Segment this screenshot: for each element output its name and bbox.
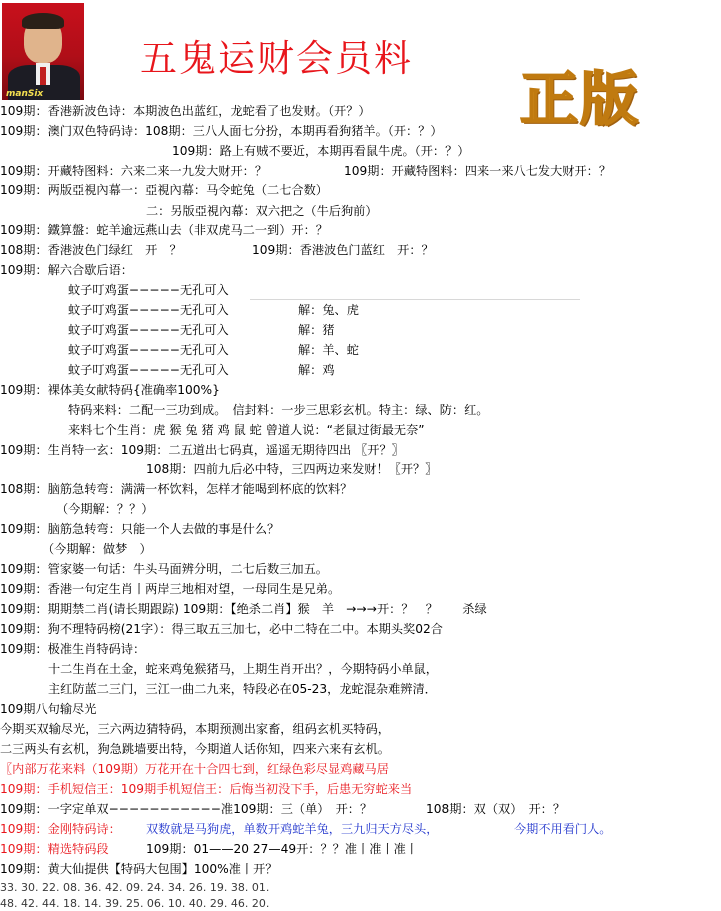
number-list: 33. 30. 22. 08. 36. 42. 09. 24. 34. 26. 19. 38. 01. xyxy=(0,881,270,894)
text-line: 蚊子叮鸡蛋−−−−−无孔可入 xyxy=(68,343,229,357)
number-list: 48. 42. 44. 18. 14. 39. 25. 06. 10. 40. 29. 46. 20. xyxy=(0,897,270,910)
text-line: 109期：开藏特图料：六来二来一九发大财开：？ xyxy=(0,164,268,178)
text-line-blue: 双数就是马狗虎，单数开鸡蛇羊兔，三九归天方尽头， xyxy=(146,822,439,836)
text-line: 108期：四前九后必中特，三四两边来发财！〖开？〗 xyxy=(146,462,438,476)
text-line: 109期：香港一句定生肖丨两岸三地相对望，一母同生是兄弟。 xyxy=(0,582,341,596)
text-line: 109期：澳门双色特码诗：108期：三八人面七分扮，本期再看狗猪羊。（开：？） xyxy=(0,124,443,138)
text-line: 109期：脑筋急转弯：只能一个人去做的事是什么？ xyxy=(0,522,280,536)
text-line: 蚊子叮鸡蛋−−−−−无孔可入 xyxy=(68,303,229,317)
text-line: （今期解：做梦 ） xyxy=(42,542,152,556)
text-line: 109期：狗不理特码榜(21字）：得三取五三加七，必中二特在二中。本期头奖02合 xyxy=(0,622,443,636)
text-line: 蚊子叮鸡蛋−−−−−无孔可入 xyxy=(68,283,229,297)
text-line: 108期：香港波色门绿红 开 ？ xyxy=(0,243,182,257)
text-line: 解：兔、虎 xyxy=(298,303,359,317)
text-line: 解：猪 xyxy=(298,323,335,337)
text-line: 109期：黄大仙提供【特码大包围】100%准丨开？ xyxy=(0,862,278,876)
portrait-watermark: manSix xyxy=(6,89,44,99)
text-line: 109期：香港波色门蓝红 开：？ xyxy=(252,243,434,257)
text-line-blue: 今期不用看门人。 xyxy=(514,822,612,836)
authentic-badge: 正版 xyxy=(520,65,641,133)
text-line-red: 109期：手机短信王：109期手机短信王：后悔当初没下手，后患无穷蛇来当 xyxy=(0,782,413,796)
text-line: 蚊子叮鸡蛋−−−−−无孔可入 xyxy=(68,323,229,337)
text-line: 109期：一字定单双−−−−−−−−−−−准109期：三（单） 开：？ xyxy=(0,802,373,816)
text-line: 二：另版亞視內幕：双六把之（牛后狗前） xyxy=(146,204,378,218)
text-line: 十二生肖在土金，蛇来鸡兔猴猪马，上期生肖开出？，今期特码小单鼠， xyxy=(48,662,438,676)
text-line: 109期：香港新波色诗：本期波色出蓝红，龙蛇看了也发财。（开？） xyxy=(0,104,371,118)
text-line: 109期：鐵算盤：蛇羊逾远燕山去（非双虎马二一到）开：？ xyxy=(0,223,328,237)
text-line: 109期：生肖特一玄：109期：二五道出七码真，遥遥无期待四出 〖开？〗 xyxy=(0,443,404,457)
text-line: （今期解：？？） xyxy=(56,502,154,516)
text-line-red: 109期：金刚特码诗： xyxy=(0,822,121,836)
text-line: 109期：两版亞視內幕一：亞視內幕：马令蛇兔（二七合数） xyxy=(0,183,328,197)
text-line: 解：羊、蛇 xyxy=(298,343,359,357)
text-line: 主红防蓝二三门，三江一曲二九来，特段必在05-23，龙蛇混杂难辨清． xyxy=(48,682,437,696)
text-line: 今期买双输尽光，三六两边猜特码，本期预测出家畜，组码玄机买特码， xyxy=(0,722,390,736)
text-line-red: 〖内部万花来料（109期）万花开在十合四七到，红绿色彩尽显鸡藏马居 xyxy=(0,762,389,776)
text-line: 109期八句输尽光 xyxy=(0,702,97,716)
text-line: 109期：开藏特图料：四来一来八七发大财开：？ xyxy=(344,164,612,178)
text-line: 109期：解六合歇后语： xyxy=(0,263,133,277)
text-line: 解：鸡 xyxy=(298,363,335,377)
text-line: 109期：极准生肖特码诗： xyxy=(0,642,146,656)
page-title: 五鬼运财会员料 xyxy=(140,37,413,80)
text-line: 特码来料：二配一三功到成。 信封料：一步三思彩玄机。特主：绿、防：红。 xyxy=(68,403,489,417)
text-line: 蚊子叮鸡蛋−−−−−无孔可入 xyxy=(68,363,229,377)
text-line: 109期：路上有贼不要近，本期再看鼠牛虎。（开：？） xyxy=(172,144,470,158)
text-line: 来料七个生肖：虎 猴 兔 猪 鸡 鼠 蛇 曾道人说：“老鼠过街最无奈” xyxy=(68,423,425,437)
text-line-red: 109期：精选特码段 xyxy=(0,842,121,856)
text-line: 109期：01——20 27—49开：？？准丨准丨准丨 xyxy=(146,842,418,856)
text-line: 108期：脑筋急转弯：满满一杯饮料，怎样才能喝到杯底的饮料？ xyxy=(0,482,353,496)
text-line: 109期：期期禁二肖(请长期跟踪) 109期：【绝杀二肖】猴 羊 →→→开：？ ？ 杀绿 xyxy=(0,602,487,616)
portrait-hair xyxy=(22,13,64,29)
divider xyxy=(250,299,580,300)
text-line: 二三两头有玄机，狗急跳墙要出特，今期道人话你知，四来六来有玄机。 xyxy=(0,742,390,756)
text-line: 109期：管家婆一句话：牛头马面辨分明，二七后数三加五。 xyxy=(0,562,328,576)
portrait-photo xyxy=(2,3,84,100)
portrait-tie xyxy=(40,67,46,85)
text-line: 108期：双（双） 开：？ xyxy=(426,802,566,816)
text-line: 109期：裸体美女献特码{准确率100%} xyxy=(0,383,220,397)
